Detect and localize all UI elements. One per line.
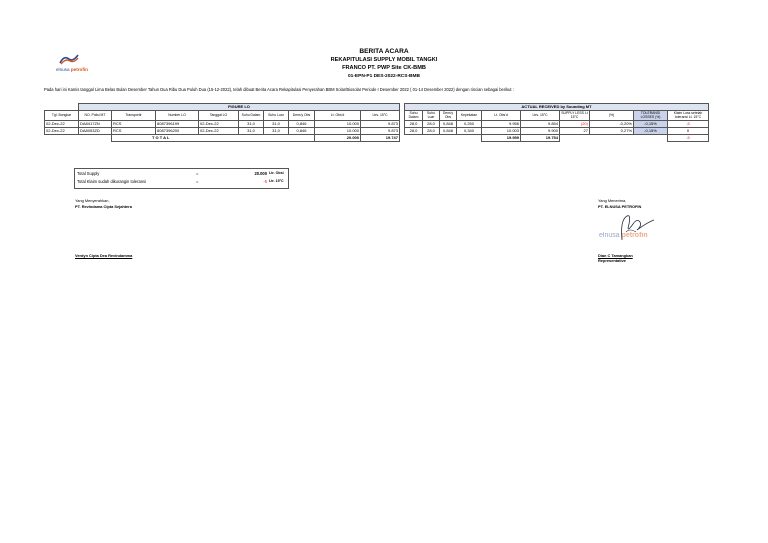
col-supply-less: SUPPLY LESS Lt 15°C — [561, 110, 588, 119]
total-supply-label: Total Supply — [77, 171, 100, 176]
col-actual-ltr-obs: Lt. Obs'd — [482, 111, 521, 121]
col-tanggal-lo: Tanggal LO — [199, 111, 239, 121]
total-label: T O T A L — [112, 135, 315, 142]
col-transportir: Transportir — [112, 111, 156, 121]
supply-table — [44, 103, 709, 142]
logo-mark-icon — [58, 53, 80, 65]
table-row: 02-Dec-22 DA8417ZN RCS 8087396199 02-Dec-22 31,0 31,0 0,846 10.000 9.873 28,0 28,0 0,848 0,250 9.956 9.854 (20) -0,20% -0,15% -5 — [45, 121, 709, 128]
col-toleransi: TOLERANSI LOSSES (%) — [634, 111, 668, 121]
doc-subtitle-2: FRANCO PT. PWP Site CK-BMB — [342, 65, 426, 71]
total-supply-eq: = — [196, 171, 199, 176]
actual-received-header: ACTUAL RECEIVED by Sounding MT — [405, 104, 709, 111]
total-klaim-value: -5 — [263, 179, 267, 184]
total-klaim-eq: = — [196, 179, 199, 184]
figure-lo-header: FIGURE LO — [79, 104, 400, 111]
col-percent: (%) — [590, 111, 634, 121]
col-number-lo: Number LO — [156, 111, 199, 121]
col-suhu-dalam: Suhu Dalam — [239, 111, 264, 121]
right-sign-company: PT. ELNUSA PETROFIN — [598, 204, 642, 209]
intro-paragraph: Pada hari ini Kamis tanggal Lima Belas Bulan Desember Tahun Dua Ribu Dua Puluh Dua (15-12-2022), telah dibuat Berita Acara Rekapitulasi Penyerahan BBM Solar/Biosolar Periode I Desember 2022 ( 01-14 Desember 2022) dengan rincian sebagai berikut : — [44, 87, 514, 92]
col-nopol: NO. Polisi MT — [79, 111, 112, 121]
table-row: 02-Dec-22 DA8053ZD RCS 8087396200 02-Dec-22 31,0 31,0 0,846 10.000 9.873 28,0 28,0 0,848 0,340 10.003 9.900 27 0,27% -0,15% 0 — [45, 128, 709, 135]
col-actual-density: Dens'y Obs — [440, 111, 457, 121]
col-density: Dens'y Obs — [289, 111, 315, 121]
col-tgl-bongkar: Tgl. Bongkar — [45, 111, 79, 121]
doc-title: BERITA ACARA — [359, 48, 409, 55]
total-supply-value: 20.000 — [254, 171, 267, 176]
total-klaim-unit: Ltr. 15°C — [269, 179, 284, 184]
col-actual-suhu-luar: Suhu Luar — [423, 111, 440, 121]
col-actual-suhu-dalam: Suhu Dalam — [405, 111, 423, 121]
right-sign-heading: Yang Menerima, — [598, 198, 627, 203]
col-actual-ltr-15: Ltrs. 15°C — [521, 111, 560, 121]
company-logo — [56, 53, 106, 77]
left-sign-name: Verdyn Cipta Dea Revindamma — [75, 253, 133, 258]
col-suhu-luar: Suhu Luar — [264, 111, 289, 121]
doc-subtitle-1: REKAPITULASI SUPPLY MOBIL TANGKI — [330, 57, 438, 63]
left-sign-heading: Yang Menyerahkan, — [75, 198, 110, 203]
col-klaim: Klaim Loss setelah toleransi Lt. 15°C — [668, 111, 709, 121]
company-stamp — [596, 210, 660, 250]
logo-wordmark: elnusa petrofin — [56, 67, 88, 72]
total-klaim-label: Total Klaim sudah dikurangin toleransi — [77, 179, 146, 184]
summary-box — [74, 168, 289, 189]
total-supply-unit: Ltr. Obsl — [269, 171, 284, 176]
stamp-wordmark: elnusa petrofin — [599, 232, 648, 239]
left-sign-company: PT. Revindama Cipta Sejahtera — [75, 204, 132, 209]
col-kepekatan: Kepekatan — [457, 111, 482, 121]
doc-number: 01-EPN-P1 DES-2022-RCS-BMB — [348, 74, 420, 79]
right-sign-role: Representative — [598, 258, 626, 263]
col-ltr-obs: Lt. Obs'd — [315, 111, 361, 121]
signature-scribble-icon — [596, 210, 660, 250]
table-total-row: T O T A L 20.000 19.747 19.959 19.754 -5 — [45, 135, 709, 142]
col-ltr-15: Ltrs. 15°C — [361, 111, 400, 121]
right-sign-name: Dian C Tamangkan — [598, 253, 633, 258]
